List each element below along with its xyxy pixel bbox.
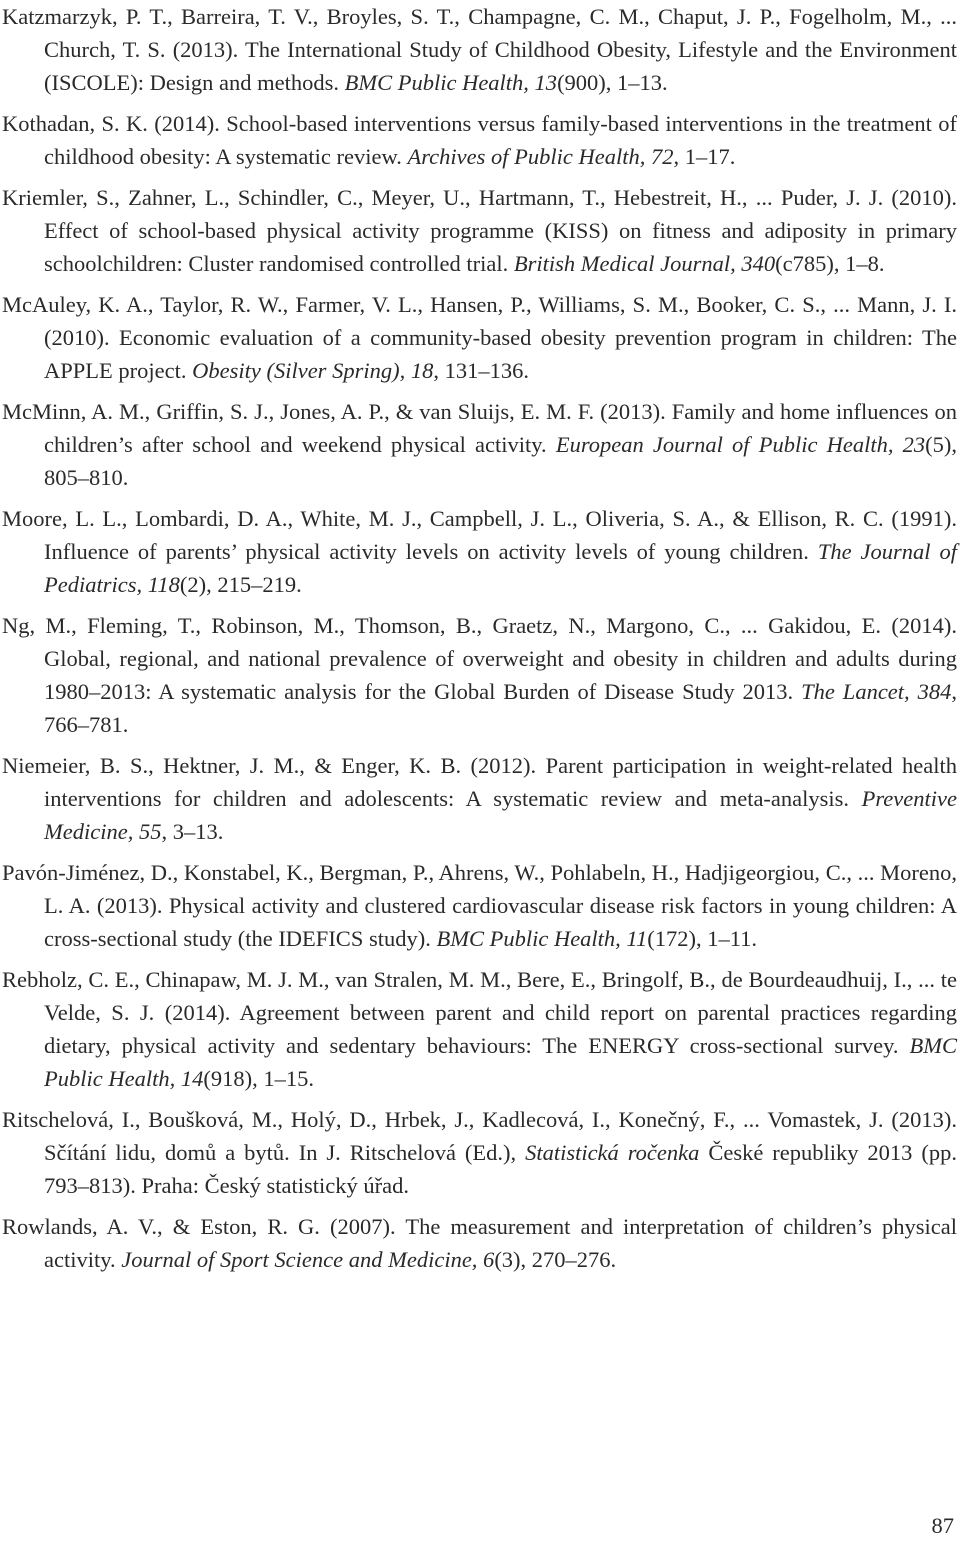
reference-kothadan-2014 (2, 107, 957, 173)
page-number: 87 (931, 1513, 954, 1538)
reference-niemeier-2012 (2, 749, 957, 848)
reference-text: Ritschelová, I., Boušková, M., Holý, D., Hrbek, J., Kadlecová, I., Konečný, F., ... Vomastek, J. (2013). Sčítání lidu, domů a bytů. In J. Ritschelová (Ed.), (2, 1107, 957, 1165)
reference-text: Katzmarzyk, P. T., Barreira, T. V., Broyles, S. T., Champagne, C. M., Chaput, J. P., Fogelholm, M., ... Church, T. S. (2013). The International Study of Childhood Obesity, Lifestyle and the Environment (ISCOLE): Design and methods. (2, 4, 957, 95)
reference-text: Rowlands, A. V., & Eston, R. G. (2007). The measurement and interpretation of children’s physical activity. (2, 1214, 957, 1272)
reference-journal: Obesity (Silver Spring), 18 (192, 358, 434, 383)
reference-pages: (918), 1–15. (203, 1066, 314, 1091)
reference-journal: The Lancet, 384 (801, 679, 952, 704)
reference-rebholz-2014 (2, 963, 957, 1095)
reference-journal: BMC Public Health, 11 (436, 926, 648, 951)
reference-pages: , 766–781. (44, 679, 957, 737)
reference-pages: (172), 1–11. (647, 926, 758, 951)
reference-text: McAuley, K. A., Taylor, R. W., Farmer, V. L., Hansen, P., Williams, S. M., Booker, C. S., ... Mann, J. I. (2010). Economic evaluation of a community-based obesity prevention program in children: The APPLE project. (2, 292, 957, 383)
reference-ritschelova-2013 (2, 1103, 957, 1202)
reference-journal: Statistická ročenka (525, 1140, 700, 1165)
reference-ng-2014 (2, 609, 957, 741)
reference-journal: BMC Public Health, 14 (44, 1033, 957, 1091)
reference-pages: (3), 270–276. (494, 1247, 617, 1272)
reference-moore-1991 (2, 502, 957, 601)
reference-text: Ng, M., Fleming, T., Robinson, M., Thomson, B., Graetz, N., Margono, C., ... Gakidou, E. (2014). Global, regional, and national prevalence of overweight and obesity in children and adults during 1980–2013: A systematic analysis for the Global Burden of Disease Study 2013. (2, 613, 957, 704)
reference-pages: , 131–136. (433, 358, 529, 383)
reference-pages: (5), 805–810. (44, 432, 957, 490)
reference-katzmarzyk-2013 (2, 0, 957, 99)
reference-pages: (c785), 1–8. (775, 251, 885, 276)
reference-mcminn-2013 (2, 395, 957, 494)
reference-pages: , 1–17. (673, 144, 736, 169)
reference-mcauley-2010 (2, 288, 957, 387)
reference-rowlands-2007 (2, 1210, 957, 1276)
reference-text: Rebholz, C. E., Chinapaw, M. J. M., van Stralen, M. M., Bere, E., Bringolf, B., de Bourdeaudhuij, I., ... te Velde, S. J. (2014). Agreement between parent and child report on parental practices regarding dietary, physical activity and sedentary behaviours: The ENERGY cross-sectional survey. (2, 967, 957, 1058)
reference-pages: České republiky 2013 (pp. 793–813). Praha: Český statistický úřad. (44, 1140, 957, 1198)
reference-pages: (900), 1–13. (557, 70, 668, 95)
reference-pages: (2), 215–219. (179, 572, 302, 597)
reference-journal: European Journal of Public Health, 23 (555, 432, 926, 457)
reference-journal: Preventive Medicine, 55 (44, 786, 957, 844)
reference-text: Pavón-Jiménez, D., Konstabel, K., Bergman, P., Ahrens, W., Pohlabeln, H., Hadjigeorgiou, C., ... Moreno, L. A. (2013). Physical activity and clustered cardiovascular disease risk factors in young children: A cross-sectional study (the IDEFICS study). (2, 860, 957, 951)
reference-kriemler-2010 (2, 181, 957, 280)
reference-journal: BMC Public Health, 13 (344, 70, 558, 95)
reference-text: McMinn, A. M., Griffin, S. J., Jones, A. P., & van Sluijs, E. M. F. (2013). Family and home influences on children’s after school and weekend physical activity. (2, 399, 957, 457)
reference-text: Kriemler, S., Zahner, L., Schindler, C., Meyer, U., Hartmann, T., Hebestreit, H., ... Puder, J. J. (2010). Effect of school-based physical activity programme (KISS) on fitness and adiposity in primary schoolchildren: Cluster randomised controlled trial. (2, 185, 957, 276)
reference-journal: Archives of Public Health, 72 (407, 144, 674, 169)
reference-text: Niemeier, B. S., Hektner, J. M., & Enger, K. B. (2012). Parent participation in weight-related health interventions for children and adolescents: A systematic review and meta-analysis. (2, 753, 957, 811)
reference-journal: Journal of Sport Science and Medicine, 6 (121, 1247, 495, 1272)
reference-text: Moore, L. L., Lombardi, D. A., White, M. J., Campbell, J. L., Oliveria, S. A., & Ellison, R. C. (1991). Influence of parents’ physical activity levels on activity levels of young children. (2, 506, 957, 564)
reference-list (2, 0, 957, 1284)
reference-text: Kothadan, S. K. (2014). School-based interventions versus family-based interventions in the treatment of childhood obesity: A systematic review. (2, 111, 957, 169)
reference-pages: , 3–13. (161, 819, 224, 844)
reference-pavon-jimenez-2013 (2, 856, 957, 955)
reference-journal: British Medical Journal, 340 (513, 251, 776, 276)
reference-journal: The Journal of Pediatrics, 118 (44, 539, 957, 597)
